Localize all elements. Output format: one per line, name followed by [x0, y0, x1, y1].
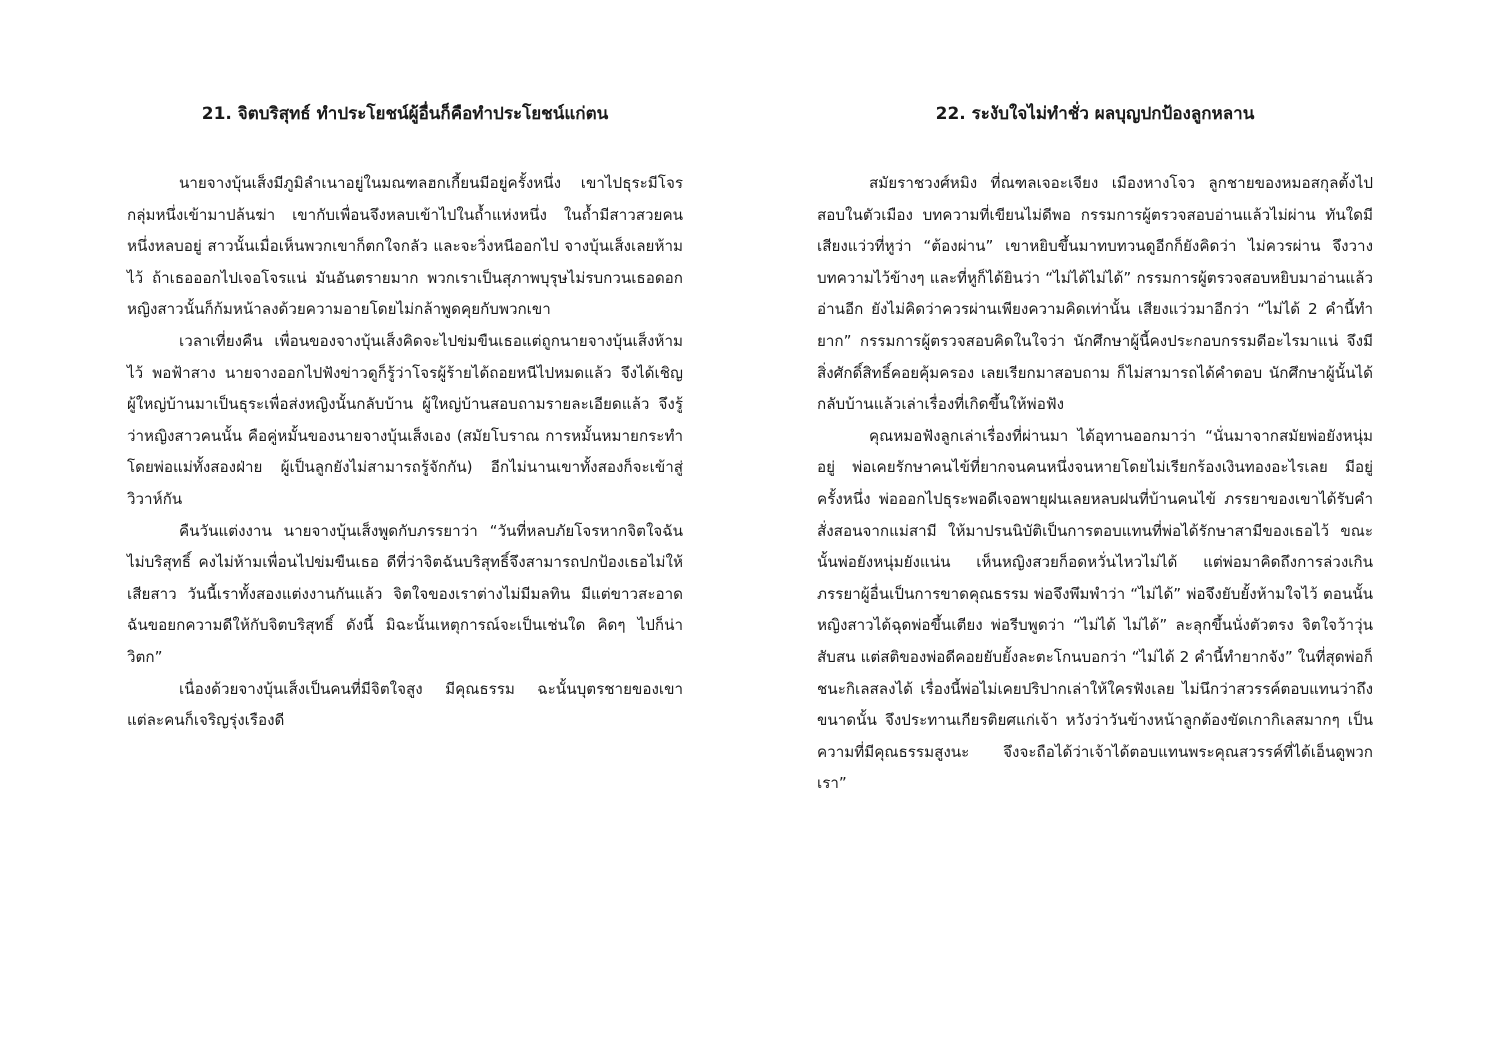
right-paragraph-2: คุณหมอฟังลูกเล่าเรื่องที่ผ่านมา ได้อุทานออกมาว่า “นั่นมาจากสมัยพ่อยังหนุ่มอยู่ พ่อเคยรักษาคนไข้ที่ยากจนคนหนึ่งจนหายโดยไม่เรียกร้องเงินทองอะไรเลย มีอยู่ครั้งหนึ่ง พ่อออกไปธุระพอดีเจอพายุฝนเลยหลบฝนที่บ้านคนไข้ ภรรยาของเขาได้รับคำสั่งสอนจากแม่สามี ให้มาปรนนิบัติเป็นการตอบแทนที่พ่อได้รักษาสามีของเธอไว้ ขณะนั้นพ่อยังหนุ่มยังแน่น เห็นหญิงสวยก็อดหวั่นไหวไม่ได้ แต่พ่อมาคิดถึงการล่วงเกินภรรยาผู้อื่นเป็นการขาดคุณธรรม พ่อจึงพึมพำว่า “ไม่ได้” พ่อจึงยับยั้งห้ามใจไว้ ตอนนั้นหญิงสาวได้ฉุดพ่อขึ้นเตียง พ่อรีบพูดว่า “ไม่ได้ ไม่ได้” ละลุกขึ้นนั่งตัวตรง จิตใจว้าวุ่นสับสน แต่สติของพ่อดีคอยยับยั้งละตะโกนบอกว่า “ไม่ได้ 2 คำนี้ทำยากจัง” ในที่สุดพ่อก็ชนะกิเลสลงได้ เรื่องนี้พ่อไม่เคยปริปากเล่าให้ใครฟังเลย ไม่นึกว่าสวรรค์ตอบแทนว่าถึงขนาดนั้น จึงประทานเกียรติยศแก่เจ้า หวังว่าวันข้างหน้าลูกต้องขัดเกากิเลสมากๆ เป็นความที่มีคุณธรรมสูงนะ จึงจะถือได้ว่าเจ้าได้ตอบแทนพระคุณสวรรค์ที่ได้เอ็นดูพวกเรา” [817, 426, 1373, 793]
left-paragraph-1: นายจางบุ้นเส็งมีภูมิลำเนาอยู่ในมณฑลฮกเกี้ยนมีอยู่ครั้งหนึ่ง เขาไปธุระมีโจรกลุ่มหนึ่งเข้ามาปล้นฆ่า เขากับเพื่อนจึงหลบเข้าไปในถ้ำแห่งหนึ่ง ในถ้ำมีสาวสวยคนหนึ่งหลบอยู่ สาวนั้นเมื่อเห็นพวกเขาก็ตกใจกลัว และจะวิ่งหนีออกไป จางบุ้นเส็งเลยห้ามไว้ ถ้าเธอออกไปเจอโจรแน่ มันอันตรายมาก พวกเราเป็นสุภาพบุรุษไม่รบกวนเธอดอก หญิงสาวนั้นก็ก้มหน้าลงด้วยความอายโดยไม่กล้าพูดคุยกับพวกเขา [127, 174, 683, 319]
left-column [127, 96, 683, 737]
left-story-title: 21. จิตบริสุทธ์ ทำประโยชน์ผู้อื่นก็คือทำประโยชน์แก่ตน [201, 104, 609, 124]
right-story-title: 22. ระงับใจไม่ทำชั่ว ผลบุญปกป้องลูกหลาน [935, 104, 1255, 124]
left-paragraph-3: คืนวันแต่งงาน นายจางบุ้นเส็งพูดกับภรรยาว่า “วันที่หลบภัยโจรหากจิตใจฉันไม่บริสุทธิ์ คงไม่ห้ามเพื่อนไปข่มขืนเธอ ดีที่ว่าจิตฉันบริสุทธิ์จึงสามารถปกป้องเธอไม่ให้เสียสาว วันนี้เราทั้งสองแต่งงานกันแล้ว จิตใจของเราต่างไม่มีมลทิน มีแต่ขาวสะอาด ฉันขอยกความดีให้กับจิตบริสุทธิ์ ดังนี้ มิฉะนั้นเหตุการณ์จะเป็นเช่นใด คิดๆ ไปก็น่าวิตก” [127, 521, 683, 666]
left-paragraph-2: เวลาเที่ยงคืน เพื่อนของจางบุ้นเส็งคิดจะไปข่มขืนเธอแต่ถูกนายจางบุ้นเส็งห้ามไว้ พอฟ้าสาง นายจางออกไปฟังข่าวดูก็รู้ว่าโจรผู้ร้ายได้ถอยหนีไปหมดแล้ว จึงได้เชิญผู้ใหญ่บ้านมาเป็นธุระเพื่อส่งหญิงนั้นกลับบ้าน ผู้ใหญ่บ้านสอบถามรายละเอียดแล้ว จึงรู้ว่าหญิงสาวคนนั้น คือคู่หมั้นของนายจางบุ้นเส็งเอง (สมัยโบราณ การหมั้นหมายกระทำโดยพ่อแม่ทั้งสองฝ่าย ผู้เป็นลูกยังไม่สามารถรู้จักกัน) อีกไม่นานเขาทั้งสองก็จะเข้าสู่วิวาห์กัน [127, 331, 683, 508]
left-paragraph-4: เนื่องด้วยจางบุ้นเส็งเป็นคนที่มีจิตใจสูง มีคุณธรรม ฉะนั้นบุตรชายของเขาแต่ละคนก็เจริญรุ่งเรืองดี [127, 679, 683, 730]
right-page [750, 0, 1500, 1059]
right-column [817, 96, 1373, 800]
right-paragraph-1: สมัยราชวงศ์หมิง ที่ณฑลเจอะเจียง เมืองหางโจว ลูกชายของหมอสกุลตั้งไปสอบในตัวเมือง บทความที่เขียนไม่ดีพอ กรรมการผู้ตรวจสอบอ่านแล้วไม่ผ่าน ทันใดมีเสียงแว่วที่หูว่า “ต้องผ่าน” เขาหยิบขึ้นมาทบทวนดูอีกก็ยังคิดว่า ไม่ควรผ่าน จึงวางบทความไว้ข้างๆ และที่หูก็ได้ยินว่า “ไม่ได้ไม่ได้” กรรมการผู้ตรวจสอบหยิบมาอ่านแล้ว อ่านอีก ยังไม่คิดว่าควรผ่านเพียงความคิดเท่านั้น เสียงแว่วมาอีกว่า “ไม่ได้ 2 คำนี้ทำยาก” กรรมการผู้ตรวจสอบคิดในใจว่า นักศึกษาผู้นี้คงประกอบกรรมดีอะไรมาแน่ จึงมีสิ่งศักดิ์สิทธิ์คอยคุ้มครอง เลยเรียกมาสอบถาม ก็ไม่สามารถได้คำตอบ นักศึกษาผู้นั้นได้กลับบ้านแล้วเล่าเรื่องที่เกิดขึ้นให้พ่อฟัง [817, 174, 1373, 414]
